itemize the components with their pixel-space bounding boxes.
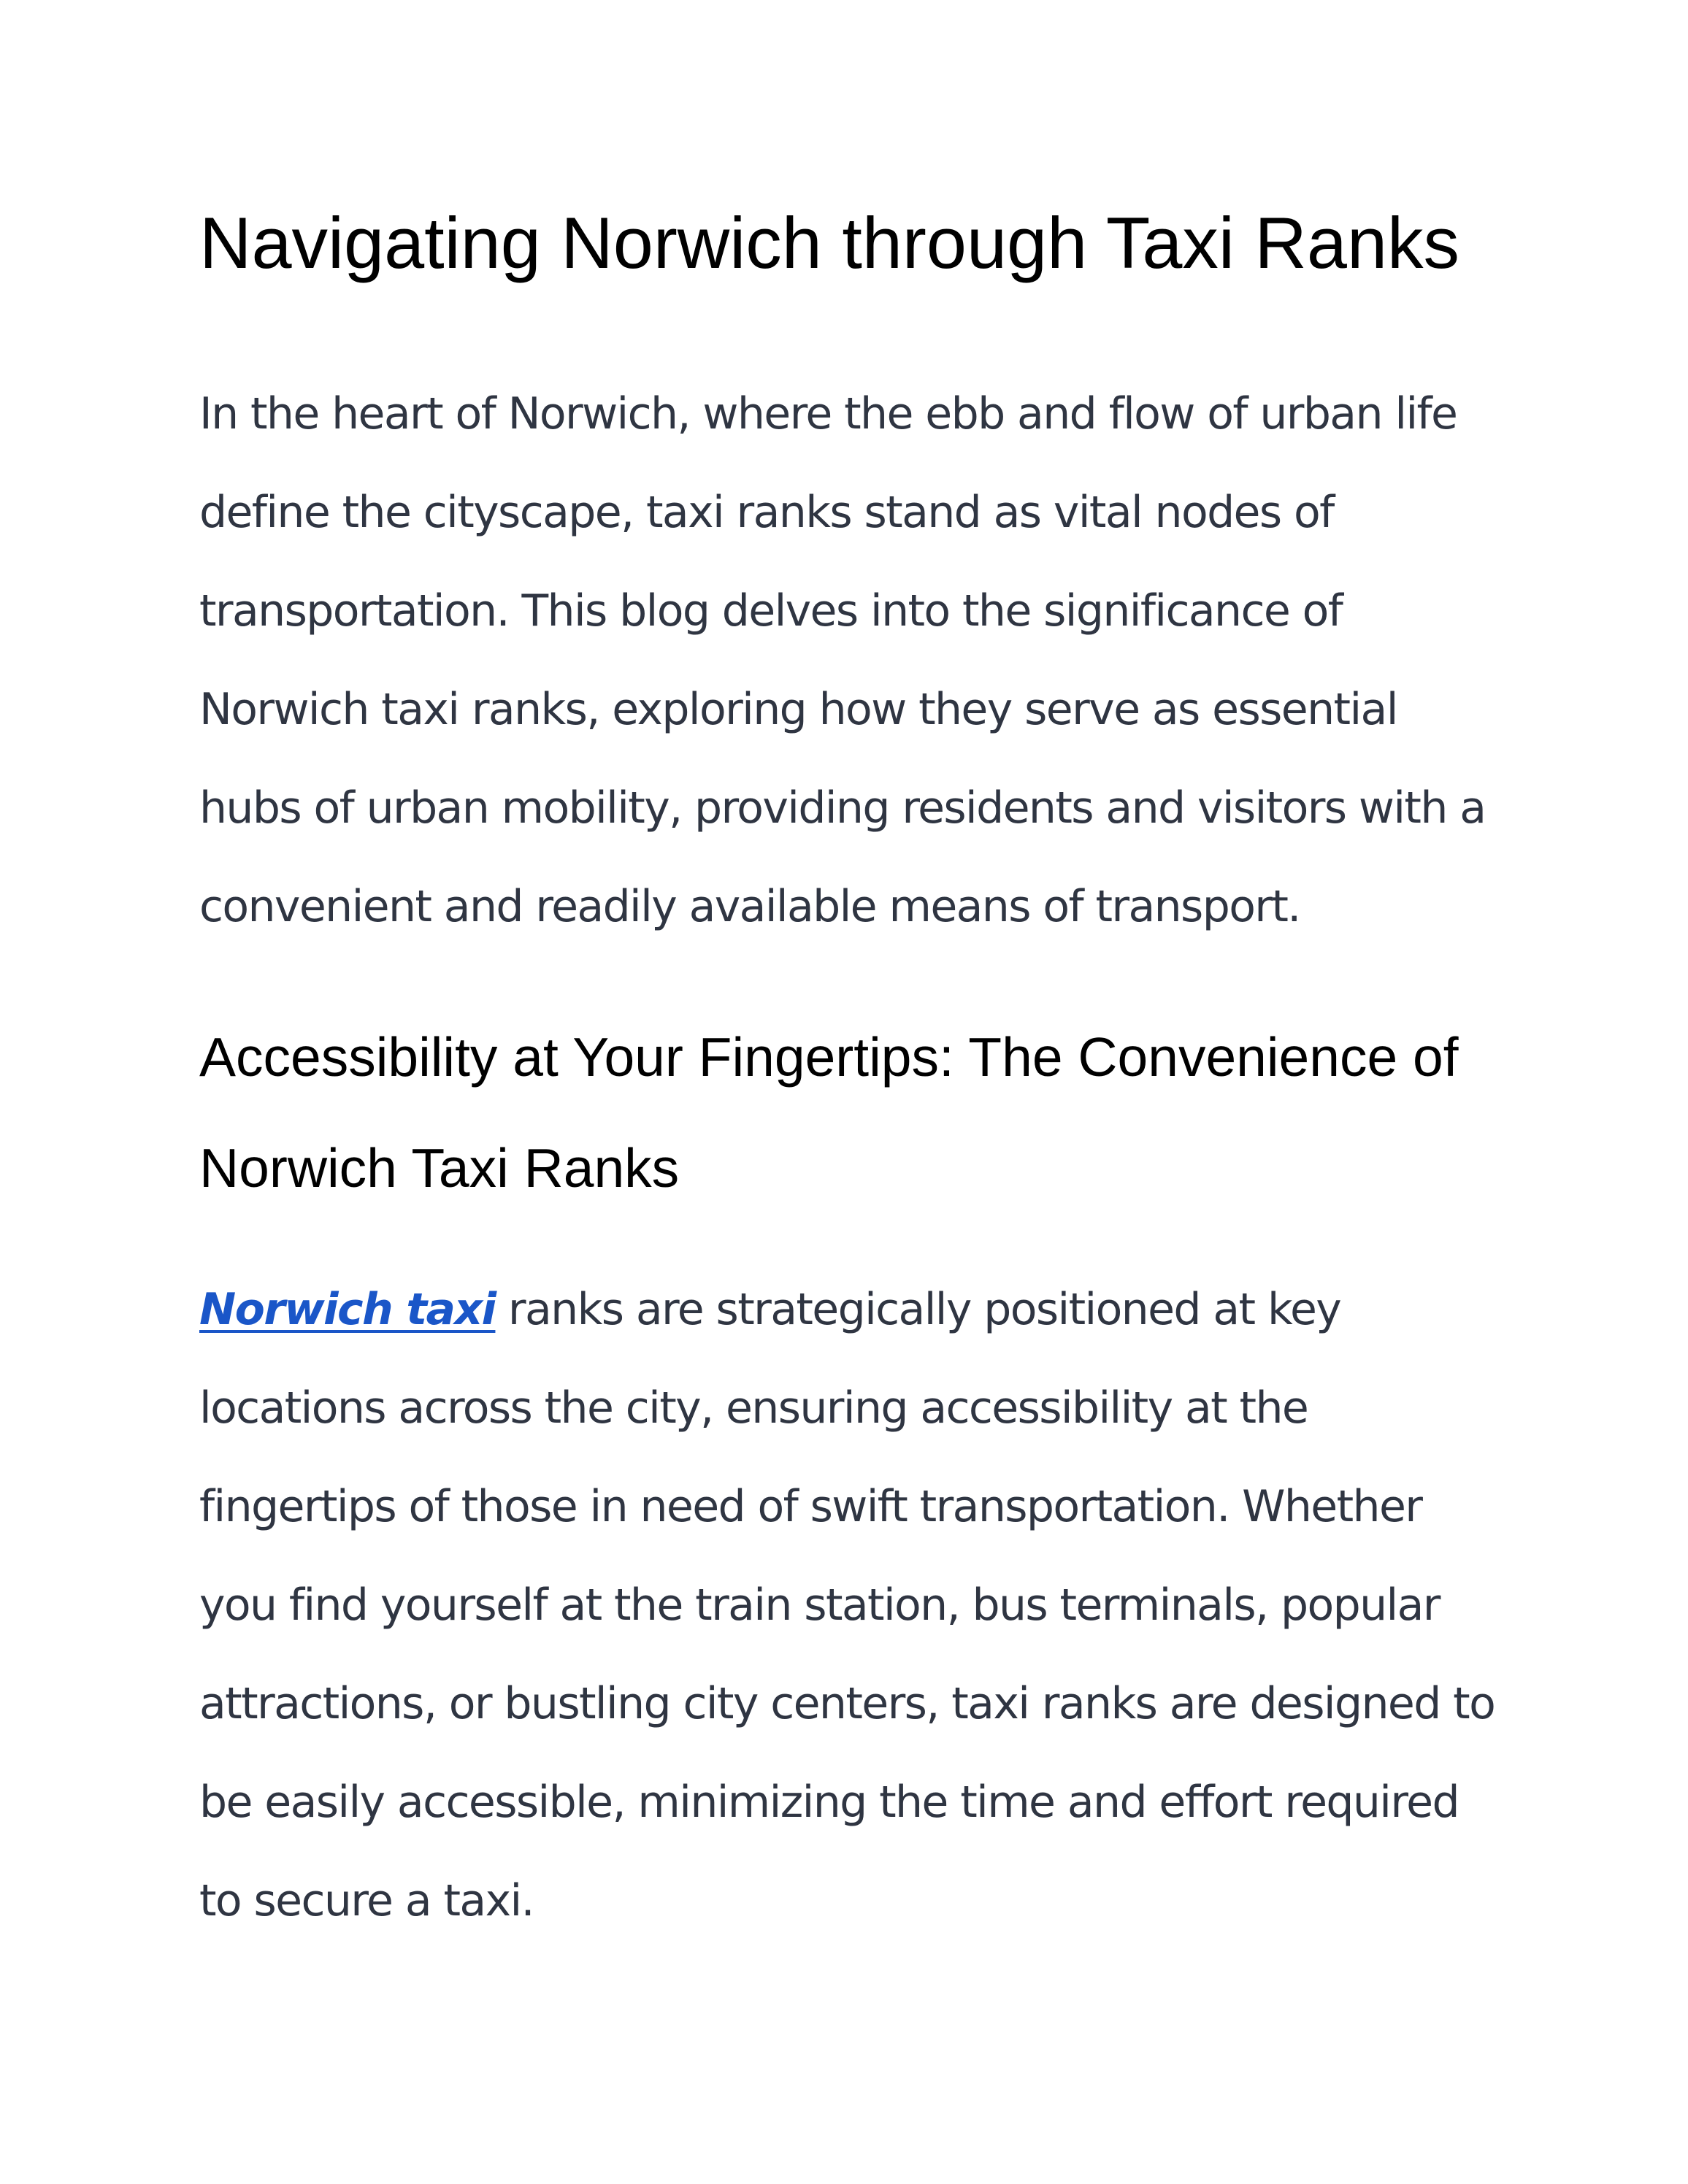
section-heading	[199, 1001, 1499, 1223]
section-paragraph	[199, 1261, 1499, 1950]
intro-paragraph	[199, 365, 1499, 956]
section-line: attractions, or bustling city centers, taxi ranks are designed to	[199, 1678, 1495, 1729]
intro-line: hubs of urban mobility, providing residents and visitors with a	[199, 783, 1486, 834]
intro-line: transportation. This blog delves into the significance of	[199, 585, 1343, 637]
page-title: Navigating Norwich through Taxi Ranks	[199, 202, 1460, 283]
section-line: you find yourself at the train station, bus terminals, popular	[199, 1580, 1440, 1631]
section-heading-line: Norwich Taxi Ranks	[199, 1137, 680, 1199]
section-line: to secure a taxi.	[199, 1875, 534, 1926]
intro-line: Norwich taxi ranks, exploring how they serve as essential	[199, 684, 1397, 735]
section-first-line-text: ranks are strategically positioned at key	[495, 1284, 1341, 1335]
intro-line: convenient and readily available means of transport.	[199, 881, 1300, 932]
section-heading-line: Accessibility at Your Fingertips: The Convenience of	[199, 1026, 1459, 1088]
section-line: locations across the city, ensuring accessibility at the	[199, 1383, 1308, 1434]
intro-line: In the heart of Norwich, where the ebb and flow of urban life	[199, 388, 1457, 439]
norwich-taxi-link[interactable]: Norwich taxi	[199, 1284, 496, 1335]
section-line: be easily accessible, minimizing the time and effort required	[199, 1777, 1459, 1828]
intro-line: define the cityscape, taxi ranks stand as vital nodes of	[199, 487, 1334, 538]
section-first-line	[199, 1261, 1499, 1359]
section-line: fingertips of those in need of swift transportation. Whether	[199, 1481, 1422, 1532]
